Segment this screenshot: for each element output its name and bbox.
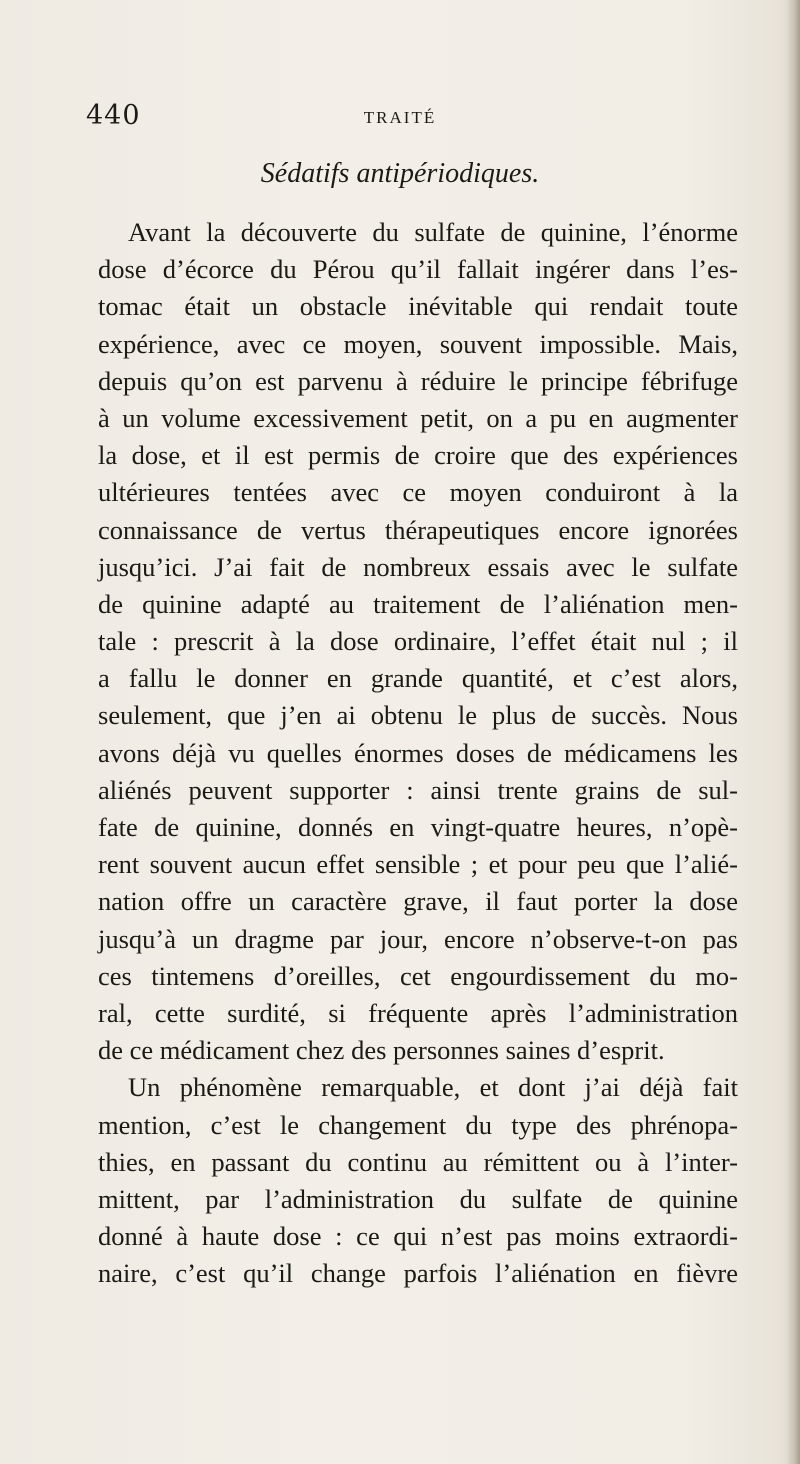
text-line: depuis qu’on est parvenu à réduire le principe fébrifuge (98, 365, 738, 396)
text-line: ultérieures tentées avec ce moyen conduiront à la (98, 477, 738, 508)
text-line: rent souvent aucun effet sensible ; et pour peu que l’alié- (98, 849, 738, 880)
text-line: a fallu le donner en grande quantité, et c’est alors, (98, 663, 738, 694)
text-line: tale : prescrit à la dose ordinaire, l’effet était nul ; il (98, 626, 738, 657)
text-line: seulement, que j’en ai obtenu le plus de succès. Nous (98, 700, 738, 731)
text-line: de ce médicament chez des personnes saines d’esprit. (98, 1035, 665, 1066)
text-line: la dose, et il est permis de croire que des expériences (98, 440, 738, 471)
text-line: mittent, par l’administration du sulfate de quinine (98, 1183, 738, 1214)
text-line: mention, c’est le changement du type des phrénopa- (98, 1109, 738, 1140)
page-number: 440 (86, 100, 141, 131)
running-head: TRAITÉ (363, 108, 437, 127)
text-line: avons déjà vu quelles énormes doses de médicamens les (98, 737, 738, 768)
text-line: aliénés peuvent supporter : ainsi trente grains de sul- (98, 774, 738, 805)
page-edge-shadow (786, 0, 800, 1464)
text-line: expérience, avec ce moyen, souvent impossible. Mais, (98, 328, 738, 359)
text-line: jusqu’à un dragme par jour, encore n’observe-t-on pas (98, 923, 738, 954)
text-line: Un phénomène remarquable, et dont j’ai déjà fait (128, 1072, 738, 1103)
text-line: nation offre un caractère grave, il faut porter la dose (98, 886, 738, 917)
text-line: naire, c’est qu’il change parfois l’aliénation en fièvre (98, 1258, 738, 1289)
text-line: Avant la découverte du sulfate de quinine, l’énorme (128, 217, 738, 247)
text-line: thies, en passant du continu au rémittent ou à l’inter- (98, 1146, 738, 1177)
text-line: fate de quinine, donnés en vingt-quatre heures, n’opè- (98, 812, 738, 842)
text-line: à un volume excessivement petit, on a pu en augmenter (98, 402, 738, 433)
body-text (98, 214, 738, 1292)
section-title: Sédatifs antipériodiques. (260, 158, 540, 189)
text-line: dose d’écorce du Pérou qu’il fallait ingérer dans l’es- (98, 254, 738, 285)
text-line: donné à haute dose : ce qui n’est pas moins extraordi- (98, 1221, 738, 1252)
text-line: ces tintemens d’oreilles, cet engourdissement du mo- (98, 960, 738, 991)
text-line: ral, cette surdité, si fréquente après l’administration (98, 997, 738, 1028)
text-line: tomac était un obstacle inévitable qui rendait toute (98, 291, 738, 322)
text-line: jusqu’ici. J’ai fait de nombreux essais avec le sulfate (98, 551, 738, 582)
text-line: de quinine adapté au traitement de l’aliénation men- (98, 588, 738, 619)
text-line: connaissance de vertus thérapeutiques encore ignorées (98, 514, 738, 545)
